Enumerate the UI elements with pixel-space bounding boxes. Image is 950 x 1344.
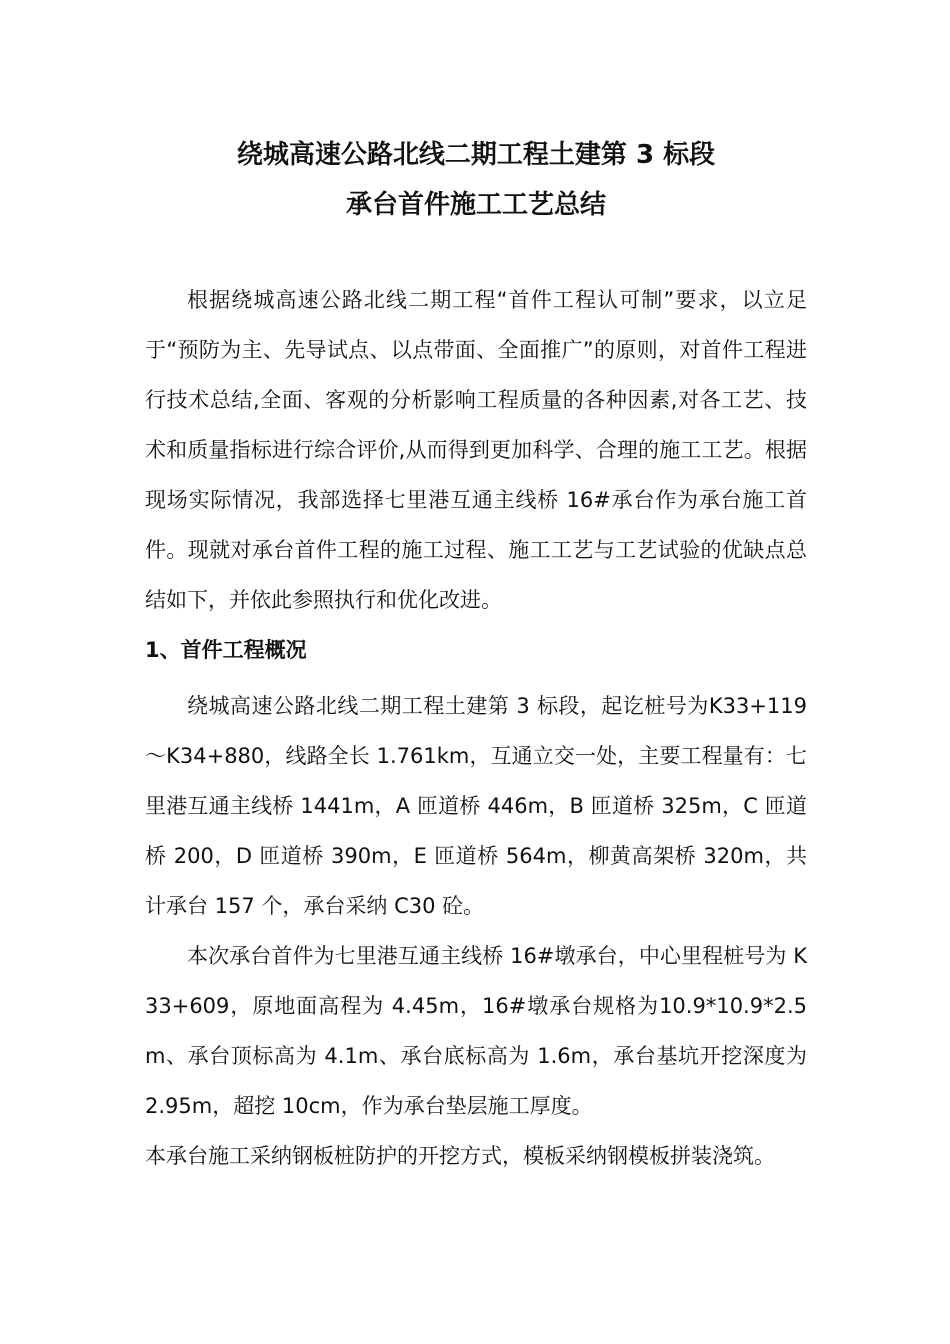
document-title	[145, 130, 807, 230]
section1-paragraph-1: 绕城高速公路北线二期工程土建第 3 标段，起讫桩号为K33+119～K34+880，线路全长 1.761km，互通立交一处，主要工程量有：七里港互通主线桥 1441m，A 匝道桥 446m，B 匝道桥 325m，C 匝道桥 200，D 匝道桥 390m，E 匝道桥 564m，柳黄高架桥 320m，共计承台 157 个，承台采纳 C30 砼。	[145, 694, 807, 918]
section1-paragraph-3: 本承台施工采纳钢板桩防护的开挖方式，模板采纳钢模板拼装浇筑。	[145, 1144, 775, 1168]
section-heading-1: 1、首件工程概况	[145, 638, 307, 662]
title-line-2: 承台首件施工工艺总结	[345, 190, 606, 220]
intro-paragraph: 根据绕城高速公路北线二期工程“首件工程认可制”要求，以立足于“预防为主、先导试点、以点带面、全面推广”的原则，对首件工程进行技术总结,全面、客观的分析影响工程质量的各种因素,对各工艺、技术和质量指标进行综合评价,从而得到更加科学、合理的施工工艺。根据现场实际情况，我部选择七里港互通主线桥 16#承台作为承台施工首件。现就对承台首件工程的施工过程、施工工艺与工艺试验的优缺点总结如下，并依此参照执行和优化改进。	[145, 288, 807, 612]
document-body	[145, 275, 807, 1181]
section1-paragraph-2: 本次承台首件为七里港互通主线桥 16#墩承台，中心里程桩号为 K33+609，原地面高程为 4.45m，16#墩承台规格为10.9*10.9*2.5m、承台顶标高为 4.1m、承台底标高为 1.6m，承台基坑开挖深度为 2.95m，超挖 10cm，作为承台垫层施工厚度。	[145, 944, 807, 1118]
title-line-1: 绕城高速公路北线二期工程土建第 3 标段	[236, 140, 716, 170]
